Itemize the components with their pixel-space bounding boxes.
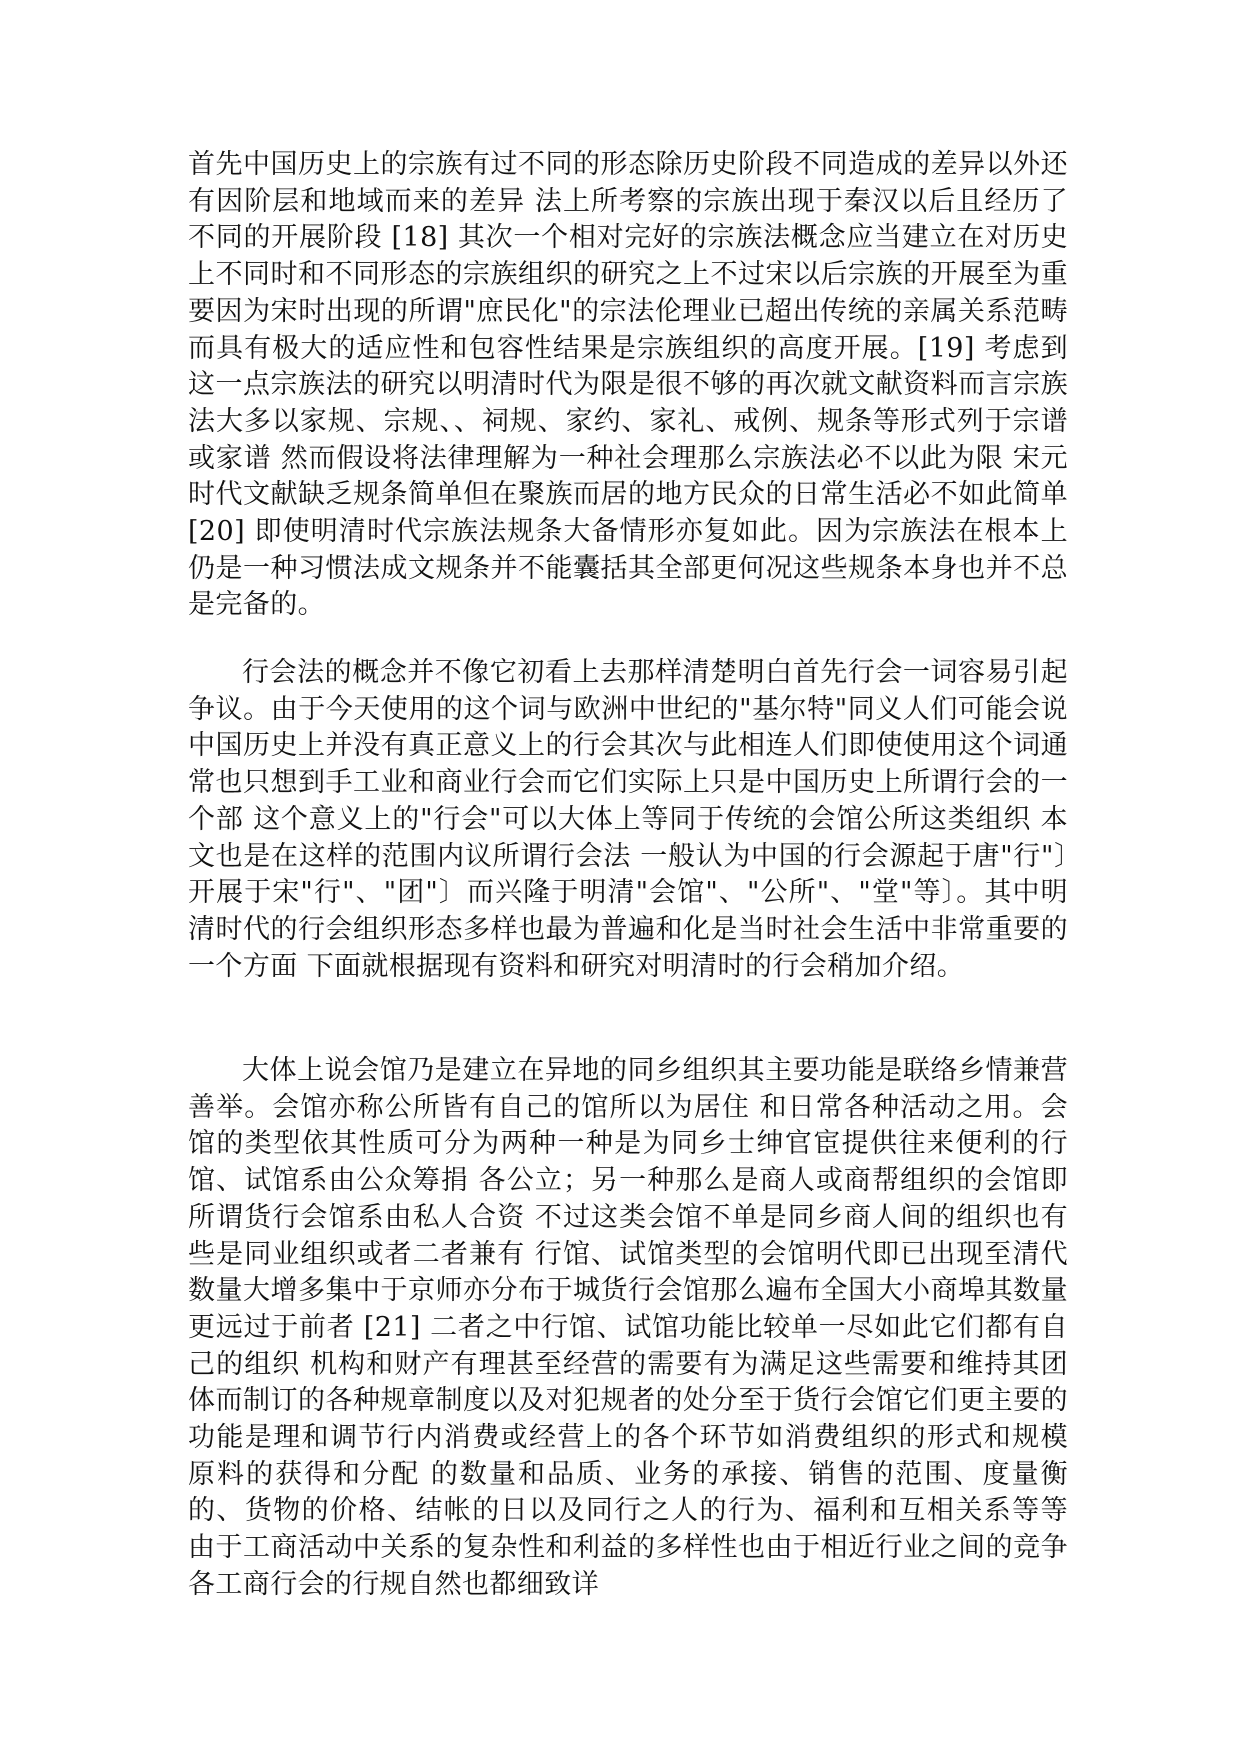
paragraph-guild-law-concept: 行会法的概念并不像它初看上去那样清楚明白首先行会一词容易引起争议。由于今天使用的这个词与欧洲中世纪的"基尔特"同义人们可能会说中国历史上并没有真正意义上的行会其次与此相连人们即使使用这个词通常也只想到手工业和商业行会而它们实际上只是中国历史上所谓行会的一个部 这个意义上的"行会"可以大体上等同于传统的会馆公所这类组织 本文也是在这样的范围内议所谓行会法 一般认为中国的行会源起于唐"行"〕开展于宋"行"、"团"〕而兴隆于明清"会馆"、"公所"、"堂"等〕。其中明清时代的行会组织形态多样也最为普遍和化是当时社会生活中非常重要的一个方面 下面就根据现有资料和研究对明清时的行会稍加介绍。 xyxy=(188,657,1068,982)
paragraph-lineage-law: 首先中国历史上的宗族有过不同的形态除历史阶段不同造成的差异以外还有因阶层和地域而来的差异 法上所考察的宗族出现于秦汉以后且经历了不同的开展阶段 [18] 其次一个相对完好的宗族法概念应当建立在对历史上不同时和不同形态的宗族组织的研究之上不过宋以后宗族的开展至为重要因为宋时出现的所谓"庶民化"的宗法伦理业已超出传统的亲属关系范畴而具有极大的适应性和包容性结果是宗族组织的高度开展。[19] 考虑到这一点宗族法的研究以明清时代为限是很不够的再次就文献资料而言宗族法大多以家规、宗规、、祠规、家约、家礼、戒例、规条等形式列于宗谱或家谱 然而假设将法律理解为一种社会理那么宗族法必不以此为限 宋元时代文献缺乏规条简单但在聚族而居的地方民众的日常生活必不如此简单 [20] 即使明清时代宗族法规条大备情形亦复如此。因为宗族法在根本上仍是一种习惯法成文规条并不能囊括其全部更何况这些规条本身也并不总是完备的。 xyxy=(188,149,1068,621)
paragraph-guild-halls: 大体上说会馆乃是建立在异地的同乡组织其主要功能是联络乡情兼营善举。会馆亦称公所皆有自己的馆所以为居住 和日常各种活动之用。会馆的类型依其性质可分为两种一种是为同乡士绅官宦提供往来便利的行馆、试馆系由公众筹捐 各公立；另一种那么是商人或商帮组织的会馆即所谓货行会馆系由私人合资 不过这类会馆不单是同乡商人间的组织也有些是同业组织或者二者兼有 行馆、试馆类型的会馆明代即已出现至清代数量大增多集中于京师亦分布于城货行会馆那么遍布全国大小商埠其数量更远过于前者 [21] 二者之中行馆、试馆功能比较单一尽如此它们都有自己的组织 机构和财产有理甚至经营的需要有为满足这些需要和维持其团体而制订的各种规章制度以及对犯规者的处分至于货行会馆它们更主要的功能是理和调节行内消费或经营上的各个环节如消费组织的形式和规模 原料的获得和分配 的数量和品质、业务的承接、销售的范围、度量衡的、货物的价格、结帐的日以及同行之人的行为、福利和互相关系等等 由于工商活动中关系的复杂性和利益的多样性也由于相近行业之间的竞争各工商行会的行规自然也都细致详 xyxy=(188,1055,1068,1600)
